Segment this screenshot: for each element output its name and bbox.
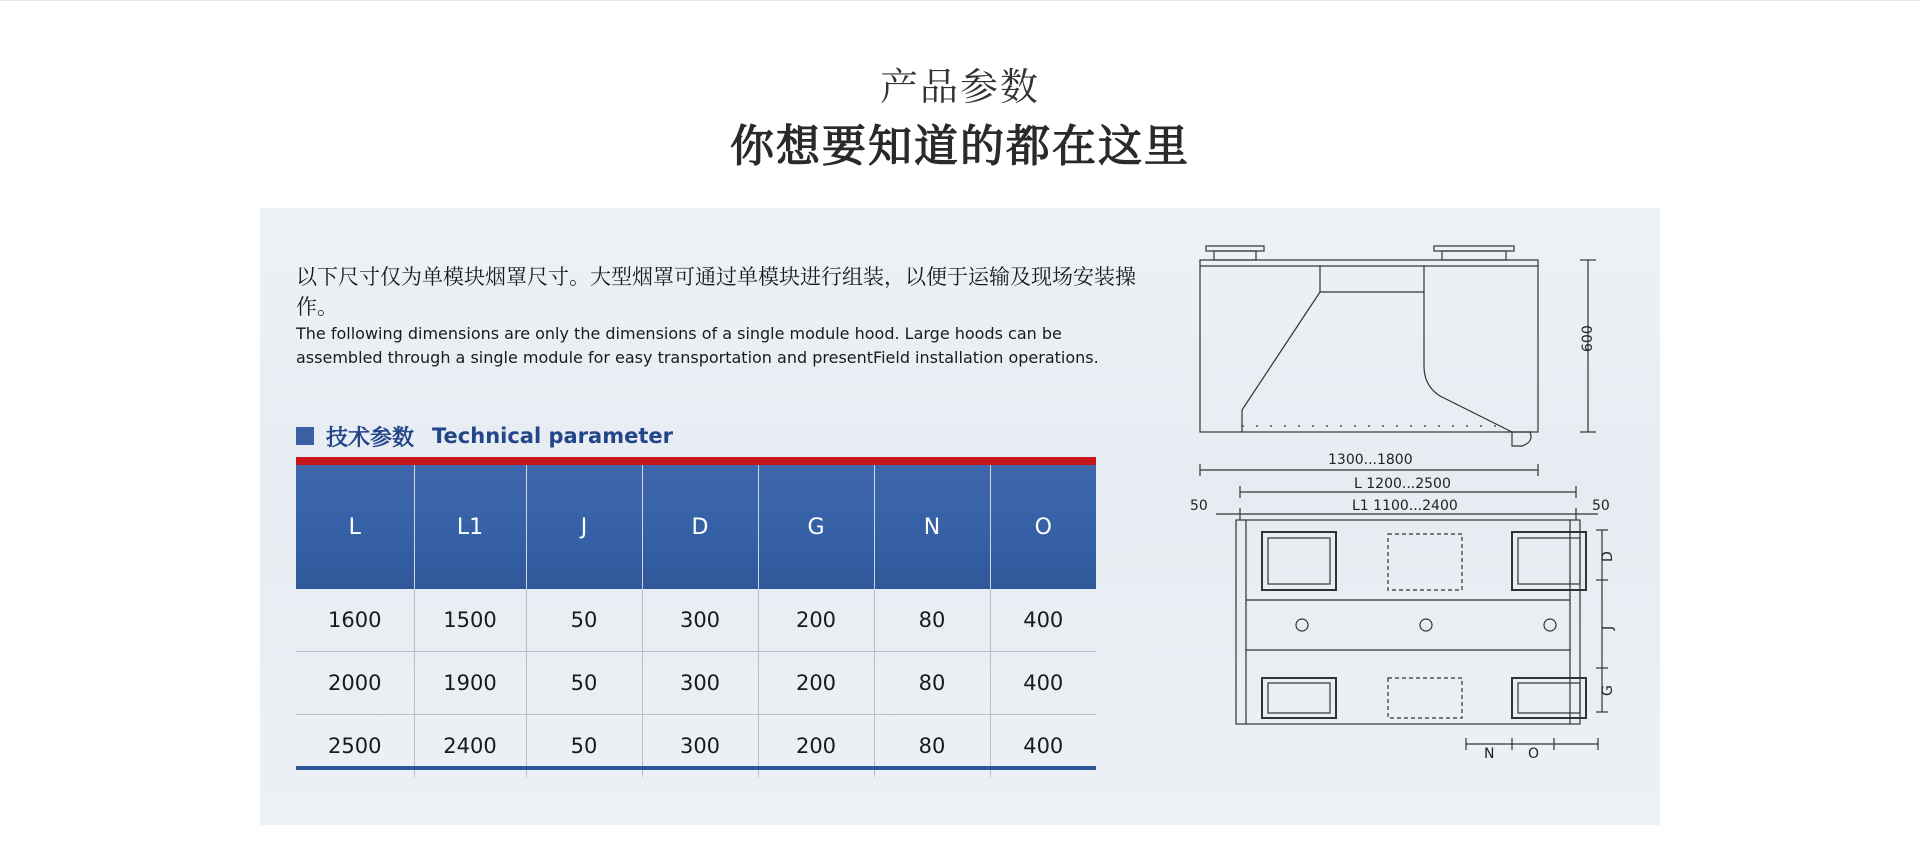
n-label: N <box>1484 746 1495 762</box>
table-cell: 50 <box>526 589 642 652</box>
page-title: 你想要知道的都在这里 <box>730 121 1190 172</box>
hood-side-outline <box>1200 260 1538 432</box>
table-cell: 200 <box>758 652 874 715</box>
o-label: O <box>1528 746 1540 762</box>
column-header: L <box>296 465 414 589</box>
table-cell: 1900 <box>414 652 526 715</box>
table-cell: 400 <box>990 589 1096 652</box>
section-subtitle: 产品参数 <box>879 65 1040 109</box>
table-top-red-bar <box>296 457 1096 465</box>
parameter-panel <box>260 208 1660 825</box>
table-cell: 80 <box>874 652 990 715</box>
table-cell: 80 <box>874 715 990 778</box>
table-cell: 80 <box>874 589 990 652</box>
column-header: G <box>758 465 874 589</box>
table-cell: 300 <box>642 652 758 715</box>
table-cell: 400 <box>1023 734 1064 758</box>
table-cell: 2400 <box>414 715 526 778</box>
technical-parameter-heading <box>296 422 673 450</box>
section-title-en: Technical parameter <box>432 424 673 448</box>
column-header: L1 <box>414 465 526 589</box>
table-cell: 300 <box>642 715 758 778</box>
square-bullet-icon <box>296 427 314 445</box>
duct-collar-right <box>1434 246 1514 251</box>
table-cell: 50 <box>526 652 642 715</box>
table-cell: 200 <box>758 715 874 778</box>
table-cell: 1600 <box>296 589 414 652</box>
g-label: G <box>1600 685 1616 696</box>
column-header: J <box>526 465 642 589</box>
width-label: 1300...1800 <box>1328 452 1413 468</box>
d-label: D <box>1600 551 1616 562</box>
table-cell: 2000 <box>296 652 414 715</box>
intro-text-en: The following dimensions are only the dimensions of a single module hood. Large hoods can be assembled through a single module for easy transportation and presentField installation operations. <box>296 324 1099 367</box>
table-cell: 300 <box>642 589 758 652</box>
column-header: D <box>642 465 758 589</box>
table-cell: 2500 <box>296 715 414 778</box>
hood-drawing-svg <box>1178 236 1618 816</box>
j-label: J <box>1600 625 1616 630</box>
column-header: O <box>990 465 1096 589</box>
table-header-row <box>296 465 1096 589</box>
table-bottom-blue-bar <box>296 766 1096 770</box>
section-title-zh: 技术参数 <box>326 425 415 451</box>
hood-technical-drawing <box>1178 236 1618 816</box>
table-row <box>296 589 1096 652</box>
height-label: 600 <box>1580 325 1596 352</box>
top-divider <box>0 0 1920 1</box>
left-margin-label: 50 <box>1190 498 1208 514</box>
table-row <box>296 652 1096 715</box>
table-cell: 400 <box>990 652 1096 715</box>
parameter-table <box>296 465 1096 777</box>
table-cell: 200 <box>758 589 874 652</box>
right-margin-label: 50 <box>1592 498 1610 514</box>
table-cell: 1500 <box>414 589 526 652</box>
table-cell: 50 <box>526 715 642 778</box>
intro-text-zh: 以下尺寸仅为单模块烟罩尺寸。大型烟罩可通过单模块进行组装，以便于运输及现场安装操作。 <box>296 265 1136 319</box>
duct-collar-left <box>1206 246 1264 251</box>
l1-label: L1 1100...2400 <box>1352 498 1458 514</box>
column-header: N <box>874 465 990 589</box>
hood-plan-outline <box>1236 520 1580 724</box>
l-label: L 1200...2500 <box>1354 476 1451 492</box>
